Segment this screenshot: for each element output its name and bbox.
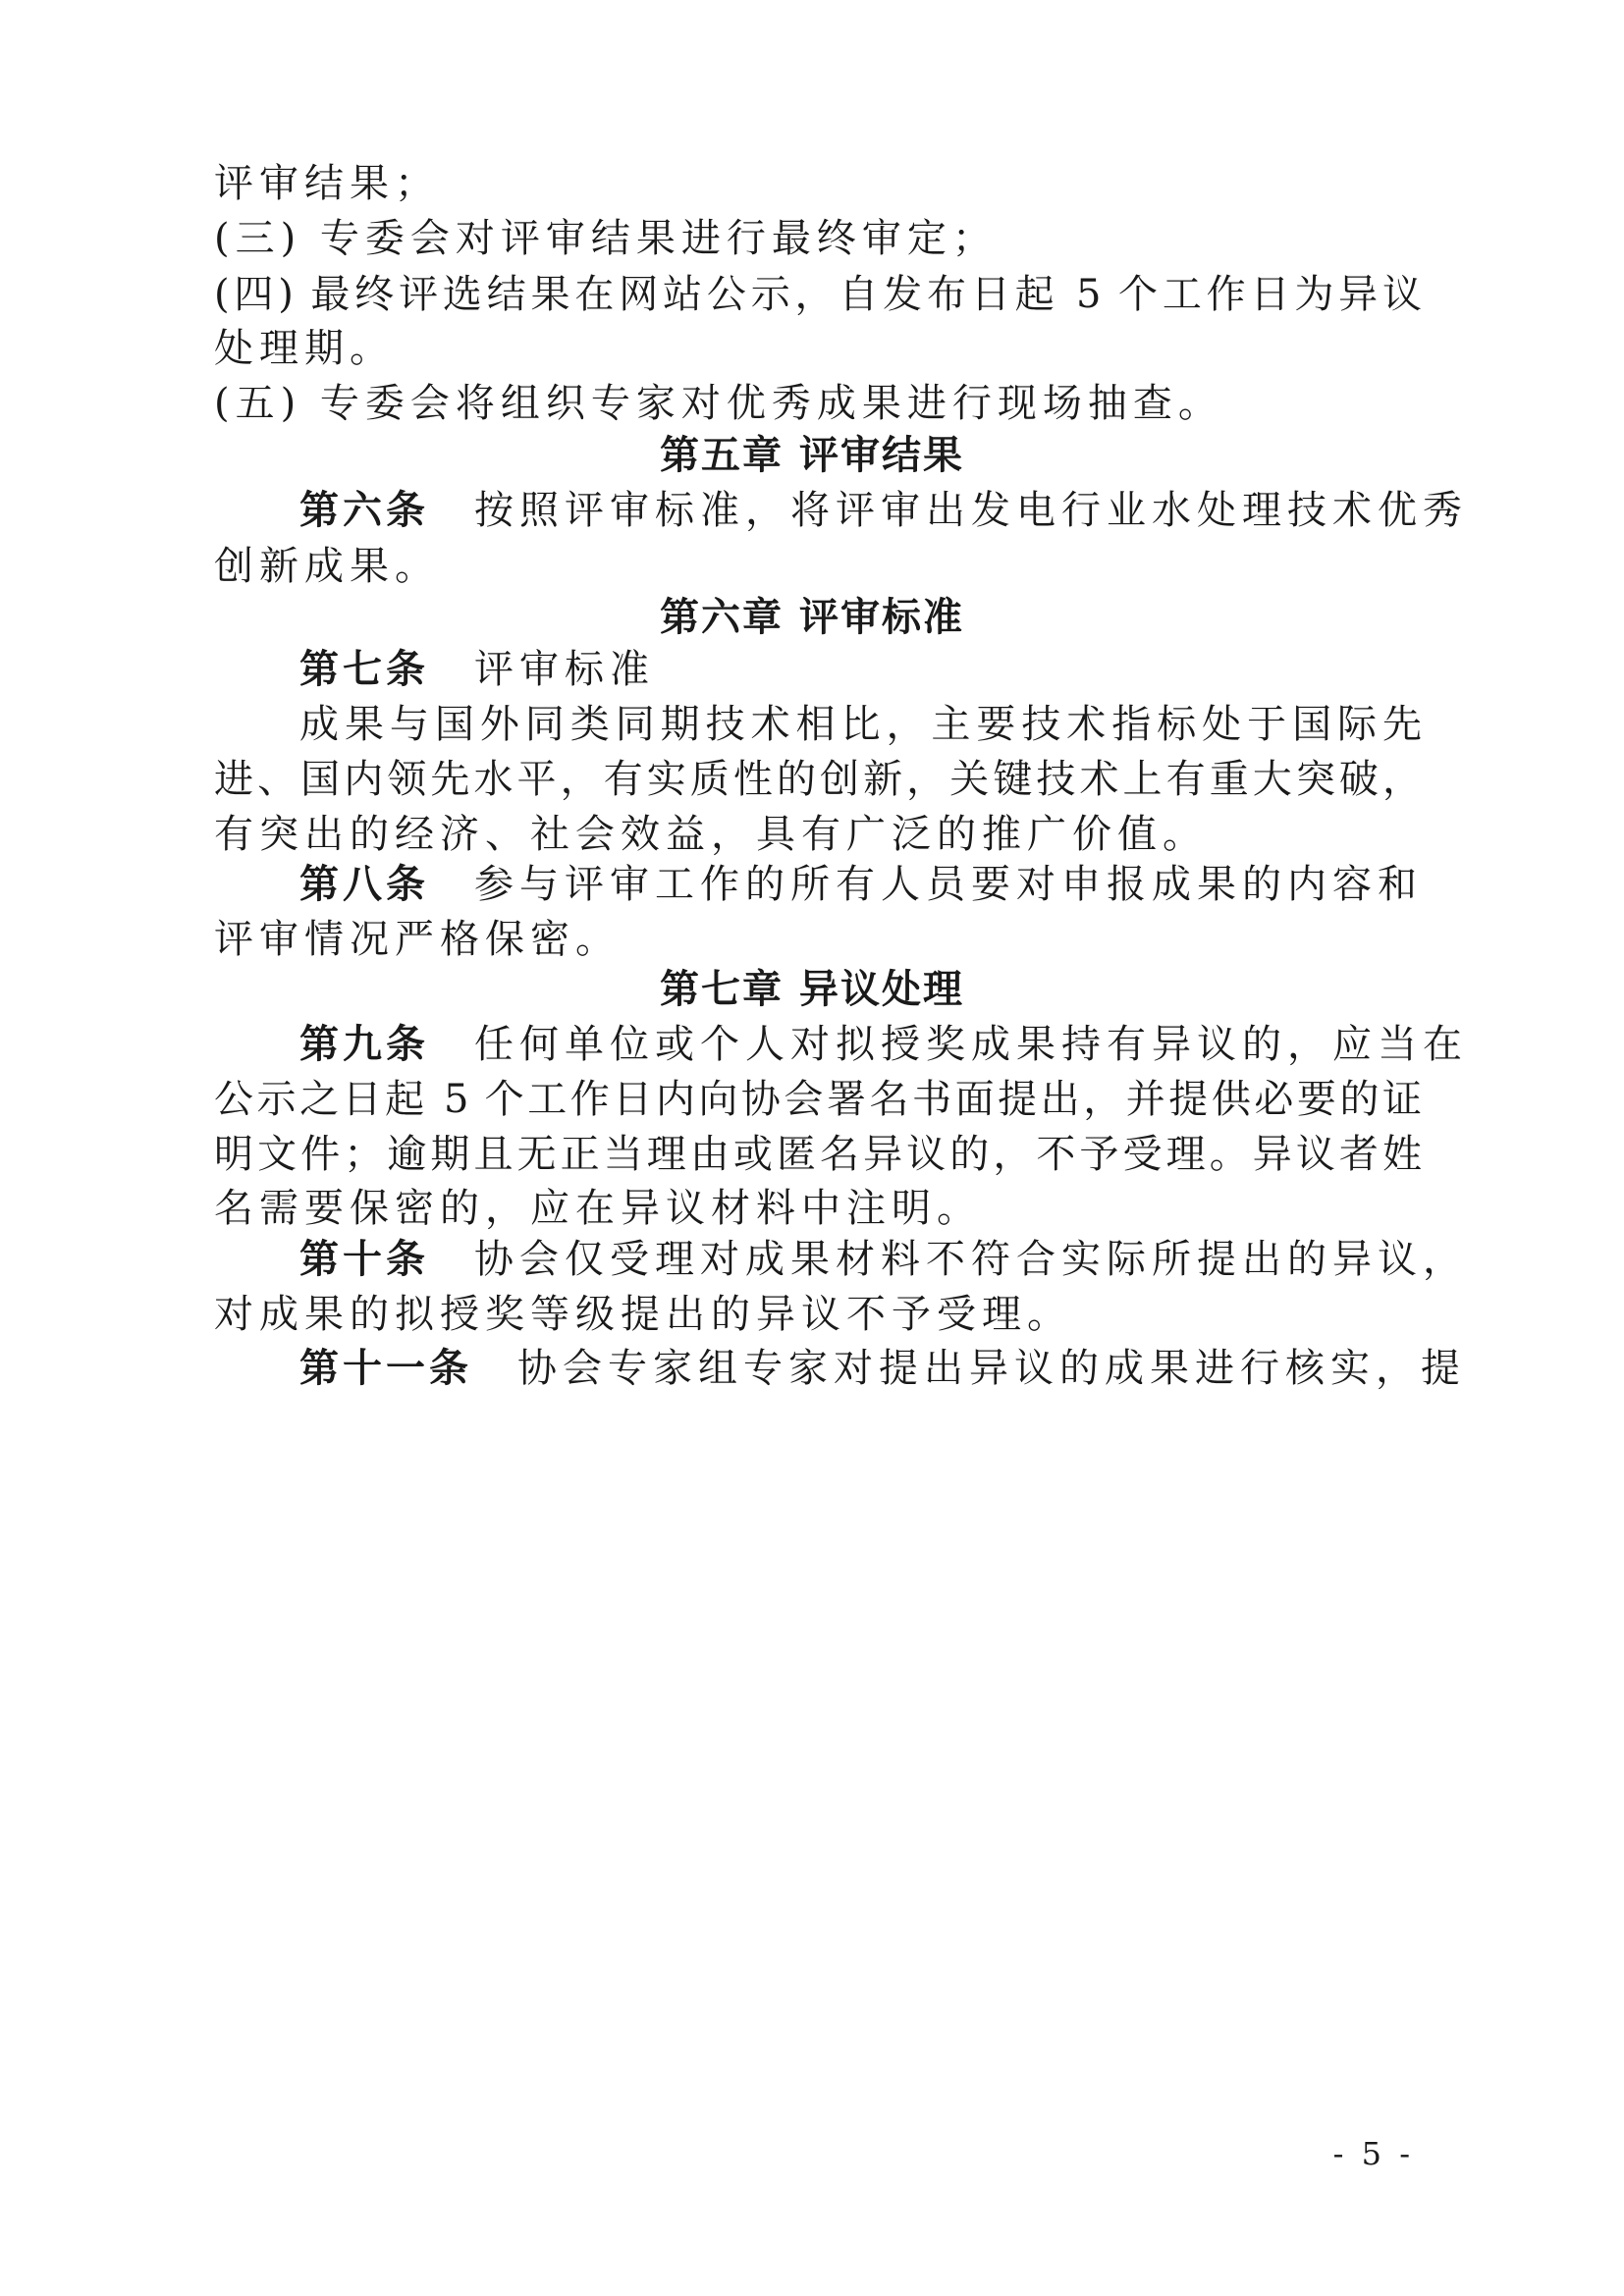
- article-label: 第八条: [299, 862, 429, 907]
- article-text: 参与评审工作的所有人员要对申报成果的内容和: [474, 862, 1423, 907]
- text-line: (三) 专委会对评审结果进行最终审定；: [214, 216, 998, 261]
- article-line: [299, 1021, 1468, 1068]
- text-line: 名需要保密的，应在异议材料中注明。: [214, 1186, 982, 1231]
- text-line: (四) 最终评选结果在网站公示，自发布日起 5 个工作日为异议: [214, 272, 1422, 317]
- article-text: 评审标准: [474, 647, 655, 692]
- article-line: [299, 487, 1468, 534]
- article-label: 第十一条: [299, 1346, 472, 1391]
- chapter-heading: 第五章 评审结果: [660, 433, 964, 478]
- text-line: 进、国内领先水平，有实质性的创新，关键技术上有重大突破，: [214, 757, 1422, 802]
- text-line: 处理期。: [214, 326, 395, 371]
- article-text: 按照评审标准，将评审出发电行业水处理技术优秀: [474, 488, 1468, 533]
- text-line: 成果与国外同类同期技术相比，主要技术指标处于国际先: [299, 702, 1422, 747]
- chapter-heading: 第六章 评审标准: [660, 595, 964, 640]
- text-line: 明文件；逾期且无正当理由或匿名异议的，不予受理。异议者姓: [214, 1132, 1422, 1177]
- text-line: 对成果的拟授奖等级提出的异议不予受理。: [214, 1292, 1072, 1337]
- text-line: 公示之日起 5 个工作日内向协会署名书面提出，并提供必要的证: [214, 1077, 1422, 1122]
- text-line: (五) 专委会将组织专家对优秀成果进行现场抽查。: [214, 381, 1223, 426]
- article-label: 第七条: [299, 647, 429, 692]
- chapter-heading: 第七章 异议处理: [660, 967, 964, 1012]
- text-line: 评审结果；: [214, 161, 440, 206]
- article-line: [299, 1236, 1468, 1283]
- article-label: 第十条: [299, 1237, 429, 1282]
- article-label: 第六条: [299, 488, 429, 533]
- article-text: 任何单位或个人对拟授奖成果持有异议的，应当在: [474, 1022, 1468, 1067]
- article-text: 协会专家组专家对提出异议的成果进行核实，提: [517, 1346, 1466, 1391]
- article-label: 第九条: [299, 1022, 429, 1067]
- text-line: 评审情况严格保密。: [214, 917, 621, 962]
- text-line: 创新成果。: [214, 544, 440, 589]
- article-line: [299, 1345, 1466, 1392]
- text-line: 有突出的经济、社会效益，具有广泛的推广价值。: [214, 812, 1208, 857]
- article-line: [299, 861, 1422, 908]
- article-text: 协会仅受理对成果材料不符合实际所提出的异议，: [474, 1237, 1468, 1282]
- page-number: - 5 -: [1332, 2135, 1414, 2172]
- article-line: [299, 646, 1422, 693]
